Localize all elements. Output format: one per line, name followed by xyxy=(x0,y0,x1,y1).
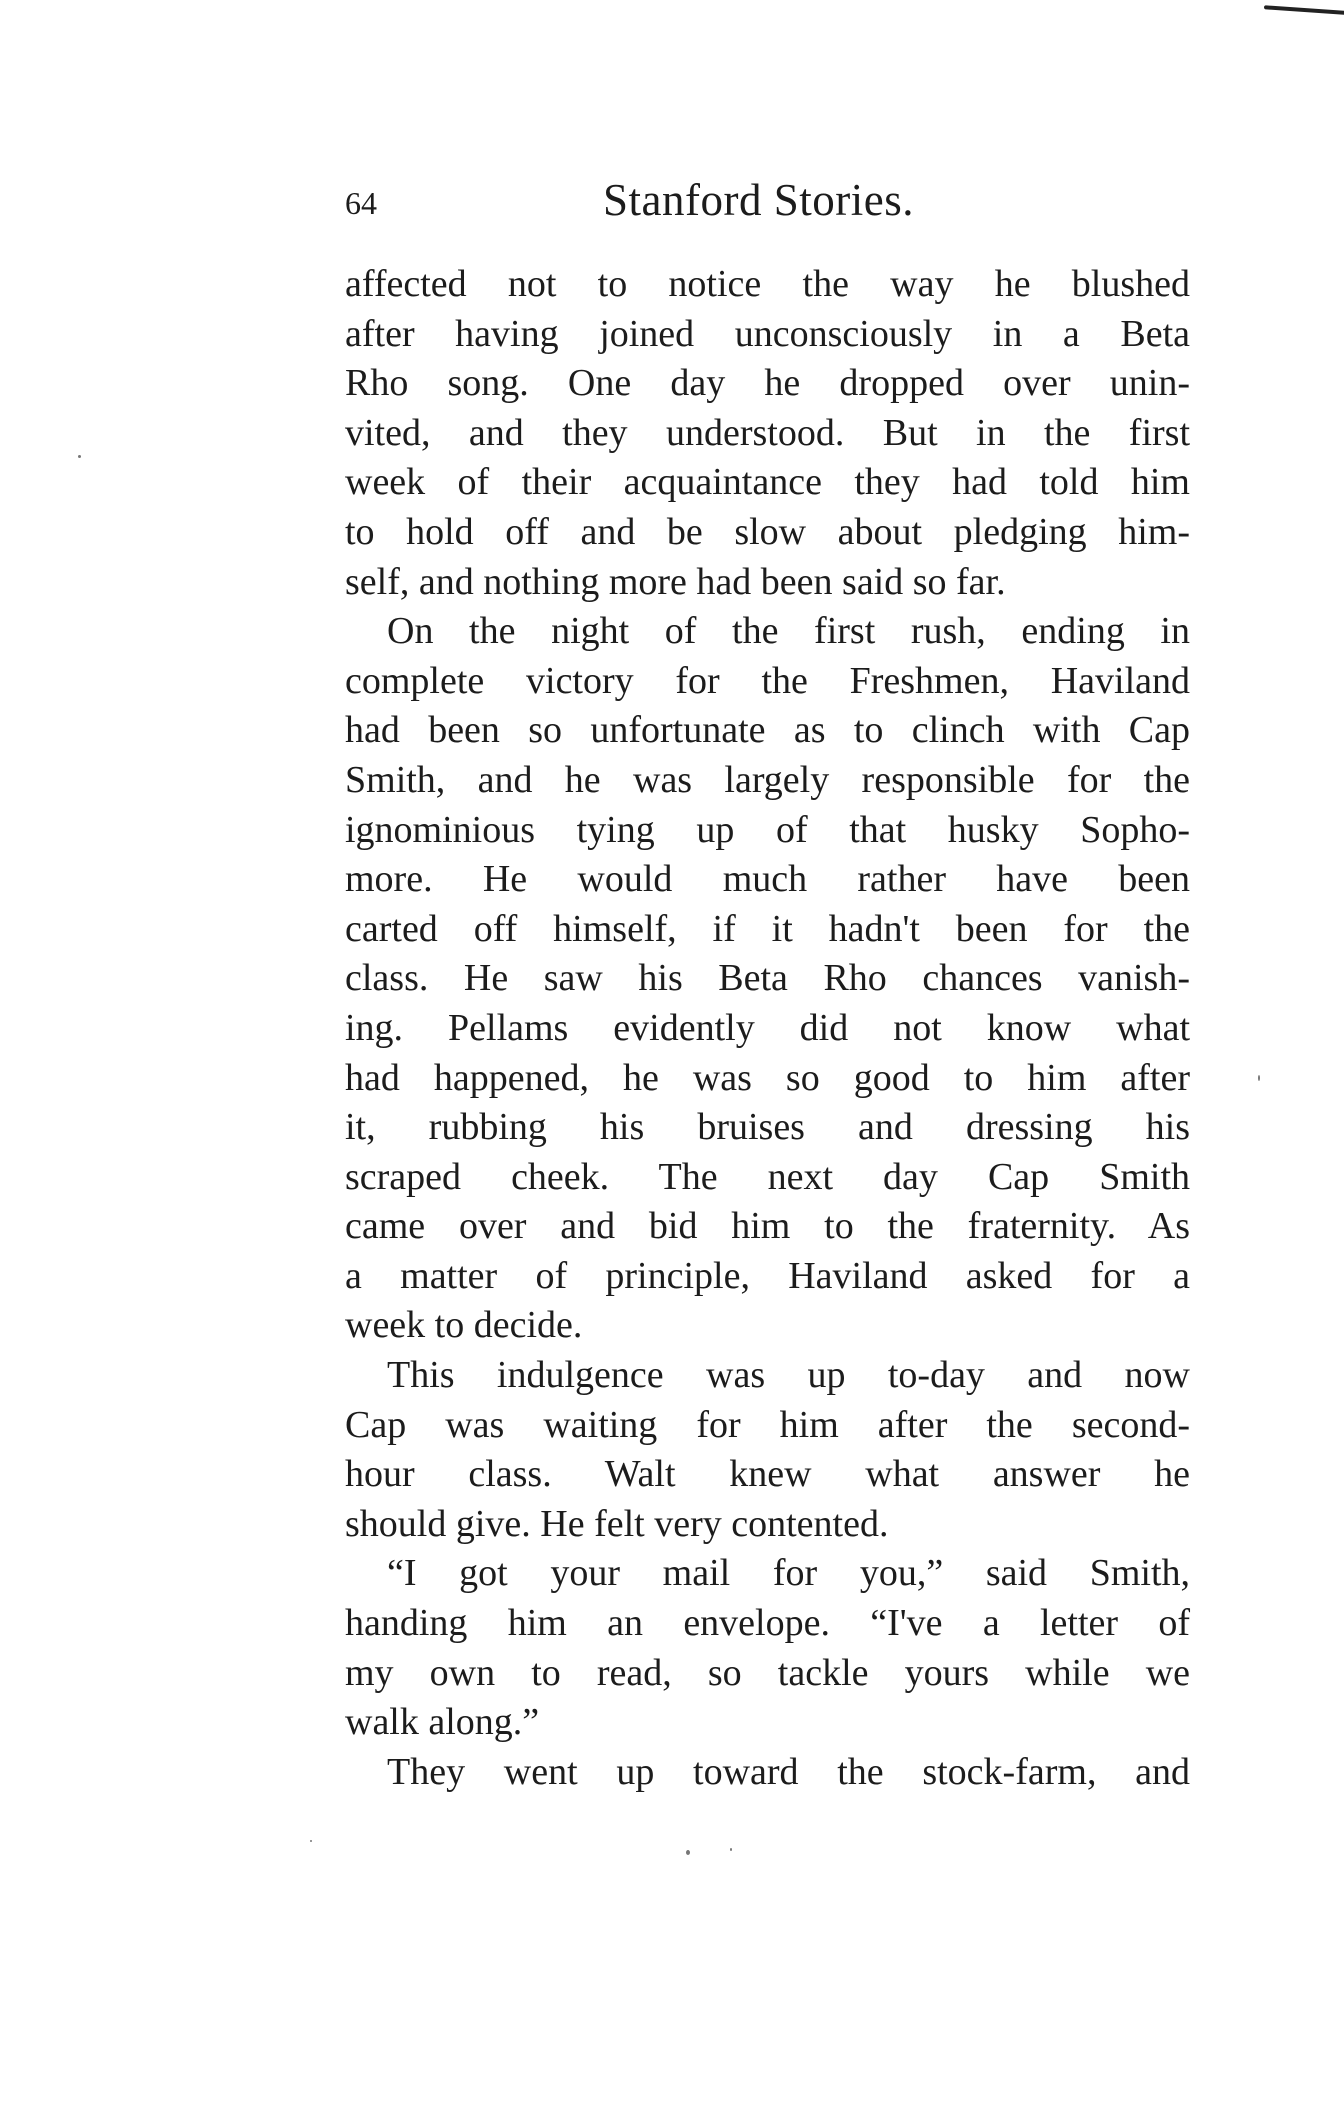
text-line: affected not to notice the way he blushed xyxy=(345,263,1190,305)
speck xyxy=(1258,1075,1260,1081)
text-line: week of their acquaintance they had told him xyxy=(345,461,1190,504)
speck xyxy=(78,455,81,458)
running-head xyxy=(345,175,1190,235)
text-line: more. He would much rather have been xyxy=(345,858,1190,901)
text-line: should give. He felt very contented. xyxy=(345,1502,889,1545)
text-line: On the night of the first rush, ending in xyxy=(387,610,1190,653)
text-line: They went up toward the stock-farm, and xyxy=(387,1750,1190,1793)
text-line: after having joined unconsciously in a Beta xyxy=(345,312,1190,355)
text-line: hour class. Walt knew what answer he xyxy=(345,1453,1190,1496)
text-line: carted off himself, if it hadn't been for the xyxy=(345,907,1190,950)
text-line: scraped cheek. The next day Cap Smith xyxy=(345,1155,1190,1198)
text-line: Rho song. One day he dropped over unin- xyxy=(345,362,1190,405)
text-line: to hold off and be slow about pledging him- xyxy=(345,510,1190,553)
text-line: had happened, he was so good to him after xyxy=(345,1056,1190,1099)
text-line: “I got your mail for you,” said Smith, xyxy=(387,1552,1190,1595)
text-line: Smith, and he was largely responsible for the xyxy=(345,758,1190,801)
text-line: it, rubbing his bruises and dressing his xyxy=(345,1106,1190,1149)
text-line: week to decide. xyxy=(345,1304,583,1347)
scan-corner-mark xyxy=(1264,5,1344,15)
text-line: self, and nothing more had been said so far. xyxy=(345,560,1006,603)
speck xyxy=(310,1840,312,1842)
running-title: Stanford Stories. xyxy=(603,175,914,225)
page-number: 64 xyxy=(345,185,377,221)
text-line: class. He saw his Beta Rho chances vanish- xyxy=(345,957,1190,1000)
speck xyxy=(686,1850,690,1855)
text-line: walk along.” xyxy=(345,1701,540,1744)
text-line: my own to read, so tackle yours while we xyxy=(345,1651,1190,1694)
text-line: Cap was waiting for him after the second- xyxy=(345,1403,1190,1446)
text-line: had been so unfortunate as to clinch with Cap xyxy=(345,709,1190,752)
text-line: a matter of principle, Haviland asked for a xyxy=(345,1254,1190,1297)
text-line: complete victory for the Freshmen, Haviland xyxy=(345,659,1190,702)
text-line: ignominious tying up of that husky Sopho- xyxy=(345,808,1190,851)
text-line: This indulgence was up to-day and now xyxy=(387,1354,1190,1397)
text-line: vited, and they understood. But in the first xyxy=(345,411,1190,454)
speck xyxy=(730,1848,732,1851)
body-text xyxy=(345,260,1190,1797)
text-line: handing him an envelope. “I've a letter of xyxy=(345,1602,1190,1645)
text-line: ing. Pellams evidently did not know what xyxy=(345,1006,1190,1049)
text-line: came over and bid him to the fraternity. As xyxy=(345,1205,1190,1248)
